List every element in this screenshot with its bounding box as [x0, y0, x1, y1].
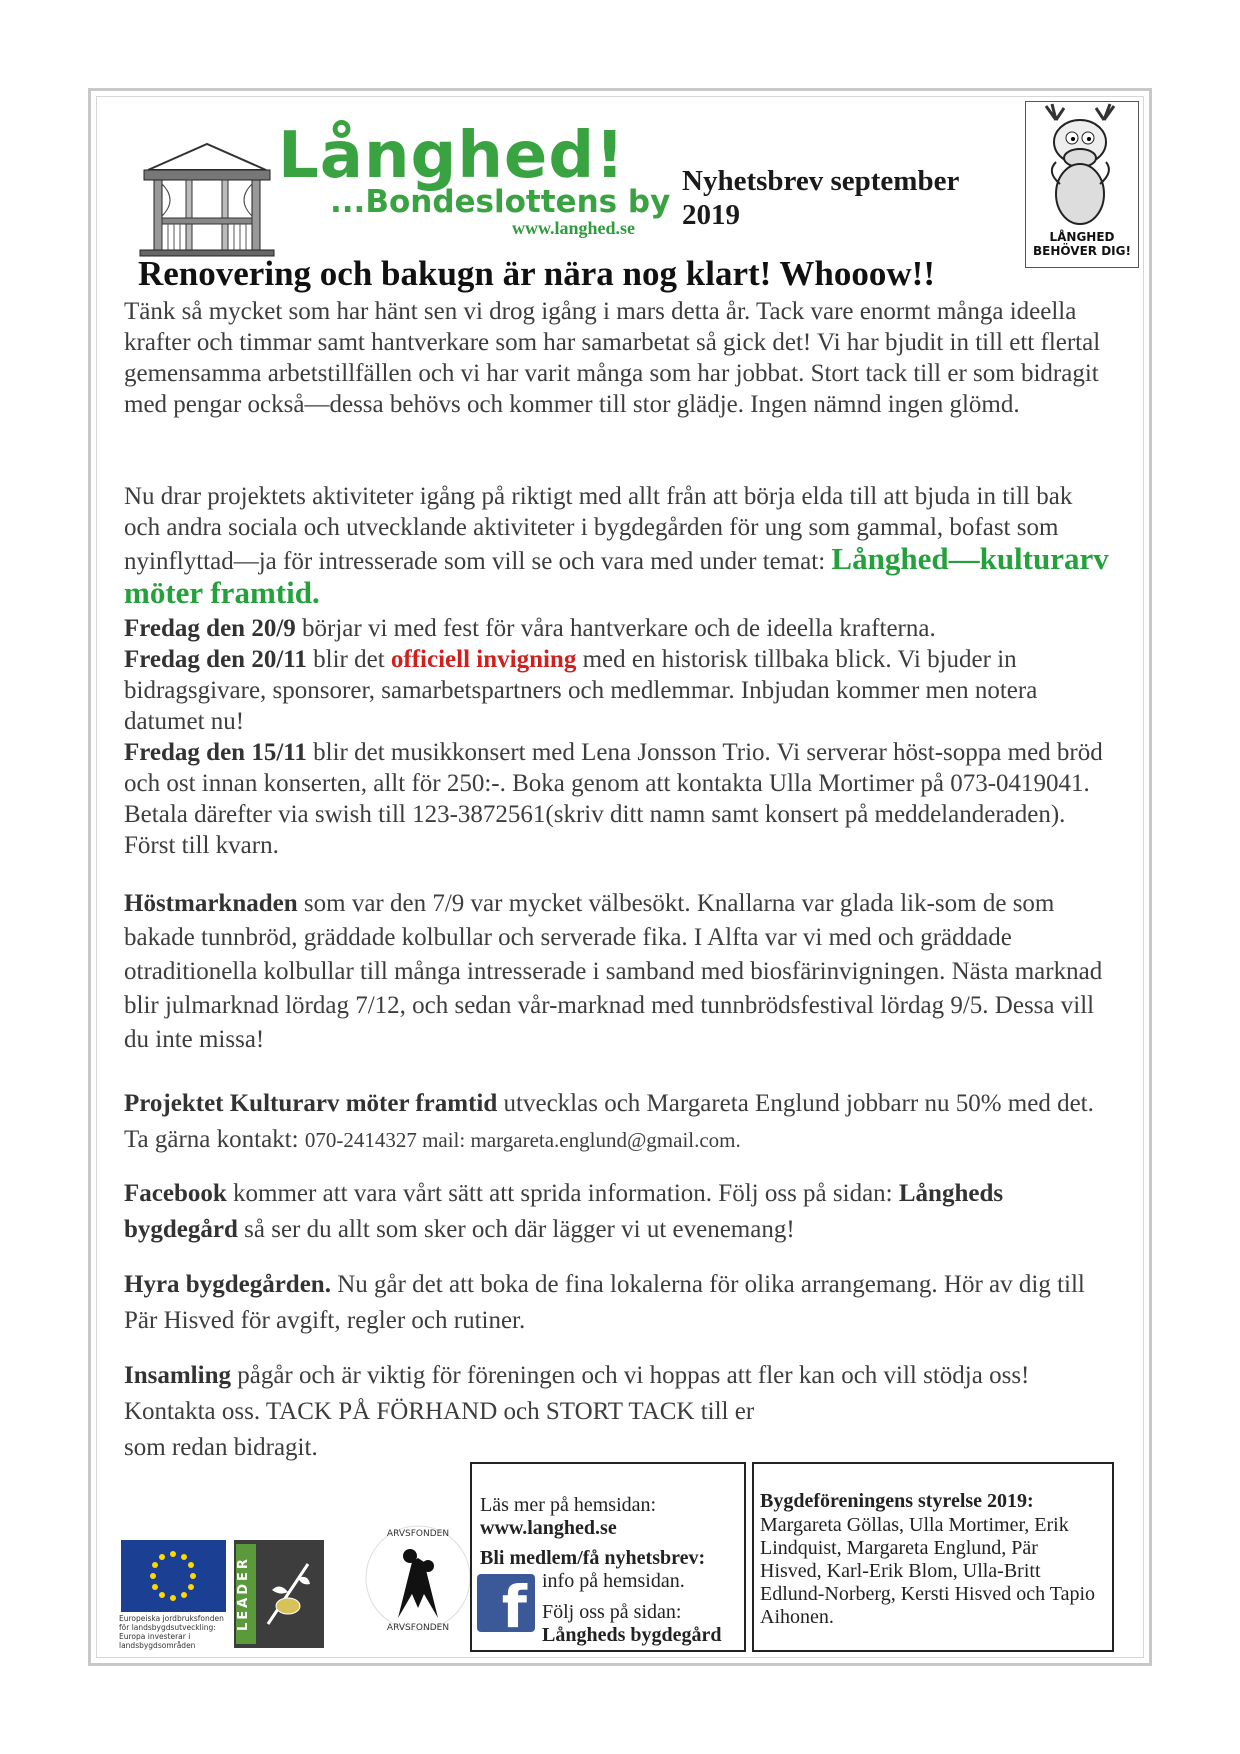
rent-section [124, 1267, 1109, 1339]
event-text: blir det musikkonsert med Lena Jonsson Trio. Vi serverar höst-soppa med bröd och ost innan konserten, allt för 250:-. Boka genom att kontakta Ulla Mortimer på 073-0419041. Betala därefter via swish till 123-3872561(skriv ditt namn samt konsert på meddelanderaden). Först till kvarn. [124, 739, 1103, 859]
events-block [124, 613, 1109, 861]
facebook-icon[interactable]: f [477, 1574, 535, 1632]
arvsfonden-logo [362, 1522, 474, 1634]
board-title: Bygdeföreningens styrelse 2019: [760, 1490, 1034, 1512]
arvsfonden-icon [362, 1522, 474, 1634]
member-title: Bli medlem/få nyhetsbrev: [480, 1547, 706, 1569]
headline: Renovering och bakugn är nära nog klart! Whooow!! [138, 254, 935, 293]
section-text: Nu går det att boka de fina lokalerna för olika arrangemang. Hör av dig till Pär Hisved för avgift, regler och rutiner. [124, 1271, 1085, 1334]
section-text: som var den 7/9 var mycket välbesökt. Knallarna var glada lik-som de som bakade tunnbröd, gräddade kolbullar och serverade fika. I Alfta var vi med och gräddade otraditionella kolbullar till många intresserade i samband med biosfärinvigningen. Nästa marknad blir julmarknad lördag 7/12, och sedan vår-marknad med tunnbrödsfestival lördag 9/5. Dessa vill du inte missa! [124, 890, 1103, 1053]
theme-text: Långhed—kulturarv möter framtid. [124, 541, 1109, 610]
section-text: utvecklas och Margareta Englund jobbarr nu 50% med det. Ta gärna kontakt: [124, 1090, 1094, 1153]
section-title: Insamling [124, 1362, 231, 1389]
section-title: Facebook [124, 1180, 227, 1207]
section-title: Höstmarknaden [124, 890, 298, 917]
leaf-icon [258, 1554, 320, 1634]
event-highlight: officiell invigning [390, 646, 577, 673]
section-text: pågår och är viktig för föreningen och vi hoppas att fler kan och vill stödja oss! Kontakta oss. TACK PÅ FÖRHAND och STORT TACK till er [124, 1362, 1030, 1425]
board-members: Margareta Göllas, Ulla Mortimer, Erik Lindquist, Margareta Englund, Pär Hisved, Karl-Erik Blom, Ulla-Britt Edlund-Norberg, Kersti Hisved och Tapio Aihonen. [760, 1514, 1096, 1628]
read-more-label: Läs mer på hemsidan: [480, 1494, 657, 1516]
section-title: Hyra bygdegården. [124, 1271, 331, 1298]
eu-flag-logo [121, 1540, 226, 1612]
moose-badge [1025, 101, 1139, 268]
logo-subtitle: ...Bondeslottens by [330, 184, 671, 220]
collection-section [124, 1358, 1109, 1466]
intro-text: Nu drar projektets aktiviteter igång på riktigt med allt från att börja elda till att bjuda in till bak och andra sociala och utvecklande aktiviteter i bygdegården för ung som gammal, bofast som nyinflyttad—ja för intresserade som vill se och vara med under temat: [124, 483, 1073, 575]
event-date: Fredag den 15/11 [124, 739, 307, 766]
arvsfonden-text: ARVSFONDEN [386, 1623, 450, 1633]
section-text: som redan bidragit. [124, 1434, 318, 1461]
event-date: Fredag den 20/9 [124, 615, 296, 642]
badge-text: LÅNGHED BEHÖVER DIG! [1033, 230, 1131, 258]
project-section [124, 1086, 1109, 1158]
leader-logo [234, 1540, 324, 1648]
eu-caption: Europeiska jordbruksfonden för landsbygdsutveckling: Europa investerar i landsbygdsområden [119, 1614, 224, 1650]
member-text: info på hemsidan. [542, 1570, 685, 1592]
website-link[interactable]: www.langhed.se [480, 1517, 617, 1539]
facebook-page-link[interactable]: Långheds bygdegård [542, 1624, 722, 1646]
event-text: med en historisk tillbaka blick. Vi bjuder in bidragsgivare, sponsorer, samarbetspartners och medlemmar. Inbjudan kommer men notera datumet nu! [124, 646, 1038, 735]
project-contact: 070-2414327 mail: margareta.englund@gmail.com. [304, 1128, 741, 1152]
event-text: börjar vi med fest för våra hantverkare och de ideella krafterna. [295, 615, 936, 642]
leader-label: LEADER [236, 1544, 256, 1644]
market-section [124, 887, 1109, 1057]
intro-paragraph: Tänk så mycket som har hänt sen vi drog igång i mars detta år. Tack vare enormt många ideella krafter och timmar samt hantverkare som har samarbetat så gick det! Vi har bjudit in till ett flertal gemensamma arbetstillfällen och vi har varit många som har jobbat. Stort tack till er som bidragit med pengar också—dessa behövs och kommer till stor glädje. Ingen nämnd ingen glömd. [124, 298, 1101, 418]
facebook-page-name: Långheds bygdegård [124, 1180, 1004, 1243]
section-text: så ser du allt som sker och där lägger vi ut evenemang! [237, 1216, 795, 1243]
section-text: kommer att vara vårt sätt att sprida information. Följ oss på sidan: [226, 1180, 899, 1207]
event-date: Fredag den 20/11 [124, 646, 307, 673]
facebook-section [124, 1176, 1109, 1248]
newsletter-title: Nyhetsbrev september 2019 [682, 165, 959, 231]
eu-stars-icon [121, 1540, 226, 1612]
arvsfonden-text: ARVSFONDEN [386, 1529, 450, 1539]
intro-paragraph-2 [124, 481, 1109, 611]
house-illustration [138, 140, 276, 258]
board-box [752, 1462, 1114, 1652]
event-text: blir det [306, 646, 391, 673]
logo-url-link[interactable]: www.langhed.se [512, 218, 636, 238]
section-title: Projektet Kulturarv möter framtid [124, 1090, 498, 1117]
follow-label: Följ oss på sidan: [542, 1601, 682, 1623]
logo-title: Långhed! [278, 119, 626, 193]
moose-icon [1026, 102, 1138, 232]
